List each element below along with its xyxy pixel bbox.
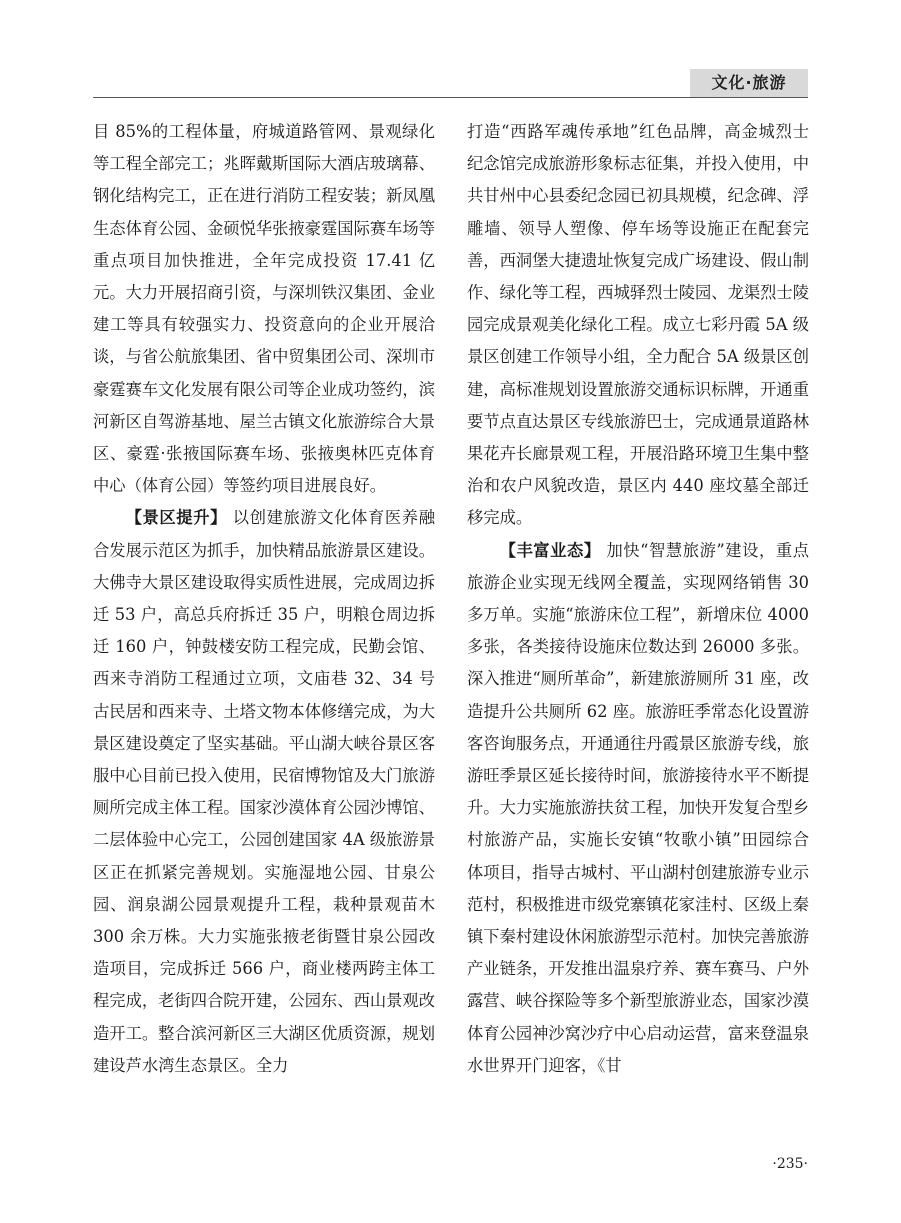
page-number: ·235· (772, 1156, 808, 1172)
left-paragraph-2-body: 以创建旅游文化体育医养融合发展示范区为抓手，加快精品旅游景区建设。大佛寺大景区建设取得实质性进展，完成周边拆迁 53 户，高总兵府拆迁 35 户，明粮仓周边拆迁 160 户，钟鼓楼安防工程完成，民勤会馆、西来寺消防工程通过立项，文庙巷 32、34 号古民居和西来寺、土塔文物本体修缮完成，为大景区建设奠定了坚实基础。平山湖大峡谷景区客服中心目前已投入使用，民宿博物馆及大门旅游厕所完成主体工程。国家沙漠体育公园沙博馆、二层体验中心完工，公园创建国家 4A 级旅游景区正在抓紧完善规划。实施湿地公园、甘泉公园、润泉湖公园景观提升工程，栽种景观苗木 300 余万株。大力实施张掖老街暨甘泉公园改造项目，完成拆迁 566 户，商业楼两跨主体工程完成，老街四合院开建，公园东、西山景观改造开工。整合滨河新区三大湖区优质资源，规划建设芦水湾生态景区。全力 (93, 508, 435, 1075)
section-heading-scenic-upgrade: 【景区提升】 (125, 508, 227, 528)
left-column (93, 116, 435, 1082)
section-heading-enrich-formats: 【丰富业态】 (499, 540, 601, 560)
left-paragraph-1: 目 85%的工程体量，府城道路管网、景观绿化等工程全部完工；兆晖戴斯国际大酒店玻璃幕、钢化结构完工，正在进行消防工程安装；新凤凰生态体育公园、金硕悦华张掖豪霆国际赛车场等重点项目加快推进，全年完成投资 17.41 亿元。大力开展招商引资，与深圳铁汉集团、金业建工等具有较强实力、投资意向的企业开展洽谈，与省公航旅集团、省中贸集团公司、深圳市豪霆赛车文化发展有限公司等企业成功签约，滨河新区自驾游基地、屋兰古镇文化旅游综合大景区、豪霆·张掖国际赛车场、张掖奥林匹克体育中心（体育公园）等签约项目进展良好。 (93, 122, 435, 496)
right-paragraph-2-body: 加快“智慧旅游”建设，重点旅游企业实现无线网全覆盖，实现网络销售 30 多万单。实施“旅游床位工程”，新增床位 4000 多张，各类接待设施床位数达到 26000 多张。深入推进“厕所革命”，新建旅游厕所 31 座，改造提升公共厕所 62 座。旅游旺季常态化设置游客咨询服务点，开通通往丹霞景区旅游专线，旅游旺季景区延长接待时间，旅游接待水平不断提升。大力实施旅游扶贫工程，加快开发复合型乡村旅游产品，实施长安镇“牧歌小镇”田园综合体项目，指导古城村、平山湖村创建旅游专业示范村，积极推进市级党寨镇花家洼村、区级上秦镇下秦村建设休闲旅游型示范村。加快完善旅游产业链条，开发推出温泉疗养、赛车赛马、户外露营、峡谷探险等多个新型旅游业态，国家沙漠体育公园神沙窝沙疗中心启动运营，富来登温泉水世界开门迎客，《甘 (467, 540, 809, 1075)
header-rule (93, 97, 808, 98)
right-paragraph-2 (467, 535, 809, 1082)
right-paragraph-1: 打造“西路军魂传承地”红色品牌，高金城烈士纪念馆完成旅游形象标志征集，并投入使用，中共甘州中心县委纪念园已初具规模，纪念碑、浮雕墙、领导人塑像、停车场等设施正在配套完善，西洞堡大捷遗址恢复完成广场建设、假山制作、绿化等工程，西城驿烈士陵园、龙渠烈士陵园完成景观美化绿化工程。成立七彩丹霞 5A 级景区创建工作领导小组，全力配合 5A 级景区创建，高标准规划设置旅游交通标识标牌，开通重要节点直达景区专线旅游巴士，完成通景道路林果花卉长廊景观工程，开展沿路环境卫生集中整治和农户风貌改造，景区内 440 座坟墓全部迁移完成。 (467, 122, 809, 528)
section-tag: 文化·旅游 (690, 69, 808, 97)
left-paragraph-2 (93, 502, 435, 1082)
right-column (467, 116, 809, 1082)
